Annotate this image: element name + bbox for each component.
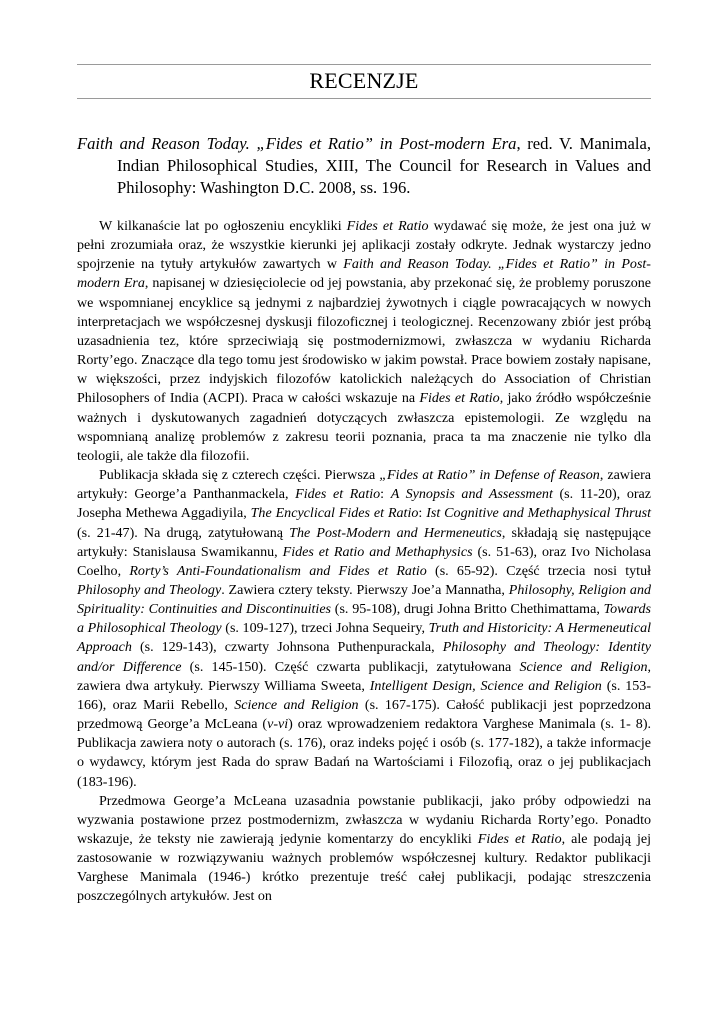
paragraph xyxy=(77,792,651,907)
italic-run: Fides et Ratio xyxy=(346,218,429,234)
text-run: (s. 145-150). Część czwarta publikacji, zatytułowana xyxy=(181,658,520,675)
text-run: , jako źródło współcześnie ważnych i dyskutowanych zagadnień dotyczących zwłaszcza epistemologii. Ze względu na wspomnianą analizę problemów z zakresu teorii poznania, praca ta ma znaczenie nie tylko dla teologii, ale także dla filozofii. xyxy=(77,390,651,464)
italic-run: Fides et Ratio xyxy=(419,390,500,407)
italic-run: The Post-Modern and Hermeneutics xyxy=(289,524,502,541)
text-run: ) oraz wprowadzeniem redaktora Varghese Manimala (s. 1- 8). Publikacja zawiera noty o autorach (s. 176), oraz indeks pojęć i osób (s. 177-182), a także informacje o wydawcy, którym jest Rada do spraw Badań na Wartościami i Filozofią, oraz o jej publikacjach (183-196). xyxy=(77,716,652,790)
italic-run: Faith and Reason Today. „Fides et Ratio” in Post-modern Era xyxy=(77,256,651,292)
italic-run: The Encyclical Fides et Ratio xyxy=(250,505,419,522)
italic-run: Truth and Historicity: A Hermeneutical Approach xyxy=(77,620,651,656)
text-run: (s. 167-175). Całość publikacji jest poprzedzona przedmową George’a McLeana ( xyxy=(77,696,651,733)
italic-run: Intelligent Design, Science and Religion xyxy=(369,677,602,694)
italic-run: Philosophy and Theology: Identity and/or Difference xyxy=(77,639,652,675)
italic-run: Science and Religion xyxy=(519,658,648,675)
text-run: (s. 51-63), oraz Ivo Nicholasa Coelho, xyxy=(77,543,651,579)
text-run: . Zawiera cztery teksty. Pierwszy Joe’a Mannatha, xyxy=(221,581,509,598)
italic-run: Rorty’s Anti-Foundationalism and Fides et Ratio xyxy=(129,562,427,579)
italic-run: Ist Cognitive and Methaphysical Thrust xyxy=(426,505,651,522)
italic-run: Philosophy and Theology xyxy=(77,581,222,598)
text-run: Publikacja składa się z czterech części. Pierwsza xyxy=(99,467,380,484)
text-run: , ale podają jej zastosowanie w rozwiązywaniu ważnych problemów współczesnej kultury. Redaktor publikacji Varghese Manimala (1946-) krótko prezentuje treść całej publikacji, podając streszczenia poszczególnych artykułów. Jest on xyxy=(77,831,651,905)
text-run: (s. 11-20), oraz Josepha Methewa Aggadiyila, xyxy=(77,486,651,522)
book-citation xyxy=(77,133,651,199)
italic-run: v-vi xyxy=(267,716,289,733)
book-details: , red. V. Manimala, Indian Philosophical Studies, XIII, The Council for Research in Values and Philosophy: Washington D.C. 2008, ss. 196. xyxy=(117,134,652,197)
italic-run: Fides et Ratio xyxy=(295,486,381,503)
text-run: (s. 21-47). Na drugą, zatytułowaną xyxy=(77,524,290,541)
text-run: (s. 95-108), drugi Johna Britto Chethimattama, xyxy=(331,601,604,618)
text-run: : xyxy=(380,486,391,503)
italic-run: Philosophy, Religion and Spirituality: Continuities and Discontinuities xyxy=(77,581,651,618)
text-run: , składają się następujące artykuły: Stanislausa Swamikannu, xyxy=(77,524,651,560)
italic-run: Fides et Ratio xyxy=(477,831,562,847)
paragraph xyxy=(77,217,651,466)
header-rule-top xyxy=(77,64,651,65)
text-run: W kilkanaście lat po ogłoszeniu encykliki xyxy=(99,218,347,234)
italic-run: „Fides at Ratio” in Defense of Reason xyxy=(379,467,600,484)
text-run: (s. 109-127), trzeci Johna Sequeiry, xyxy=(221,620,429,637)
text-run: (s. 153-166), oraz Marii Rebello, xyxy=(77,677,651,713)
text-run: (s. 129-143), czwarty Johnsona Puthenpurackala, xyxy=(131,639,443,656)
italic-run: Towards a Philosophical Theology xyxy=(77,601,651,637)
book-title: Faith and Reason Today. „Fides et Ratio” in Post-modern Era xyxy=(77,134,517,153)
text-run: , zawiera artykuły: George’a Panthanmackela, xyxy=(77,467,651,503)
section-title: RECENZJE xyxy=(309,68,419,93)
italic-run: Science and Religion xyxy=(234,696,359,713)
text-run: : xyxy=(418,505,427,522)
header-rule-bottom xyxy=(77,98,651,99)
text-run: , napisanej w dziesięciolecie od jej powstania, aby przekonać się, że problemy poruszone we wspomnianej encyklice są jednymi z najbardziej żywotnych i ciągle powracających w nowych interpretacjach we współczesnej dyskusji filozoficznej i teologicznej. Recenzowany zbiór jest próbą uzasadnienia tez, które sprzeciwiają się postmodernizmowi, zwłaszcza w wydaniu Richarda Rorty’ego. Znaczące dla tego tomu jest środowisko w jakim powstał. Prace bowiem zostały napisane, w większości, przez indyjskich filozofów katolickich należących do Association of Christian Philosophers of India (ACPI). Praca w całości wskazuje na xyxy=(77,275,651,407)
page xyxy=(77,0,651,907)
text-run: , zawiera dwa artykuły. Pierwszy Williama Sweeta, xyxy=(77,658,652,694)
paragraph xyxy=(77,466,651,792)
text-run: wydawać się może, że jest ona już w pełni zrozumiała oraz, że wszystkie kierunki jej aplikacji zostały odkryte. Jednak wystarczy jedno spojrzenie na tytuły artykułów zawartych w xyxy=(77,218,651,273)
text-run: (s. 65-92). Część trzecia nosi tytuł xyxy=(426,562,651,579)
italic-run: Fides et Ratio and Methaphysics xyxy=(282,543,473,560)
italic-run: A Synopsis and Assessment xyxy=(390,486,553,503)
text-run: Przedmowa George’a McLeana uzasadnia powstanie publikacji, jako próby odpowiedzi na wyzwania postawione przez postmodernizm, zwłaszcza w wydaniu Richarda Rorty’ego. Ponadto wskazuje, że teksty nie zawierają jedynie komentarzy do encykliki xyxy=(77,792,651,847)
review-body xyxy=(77,217,651,907)
